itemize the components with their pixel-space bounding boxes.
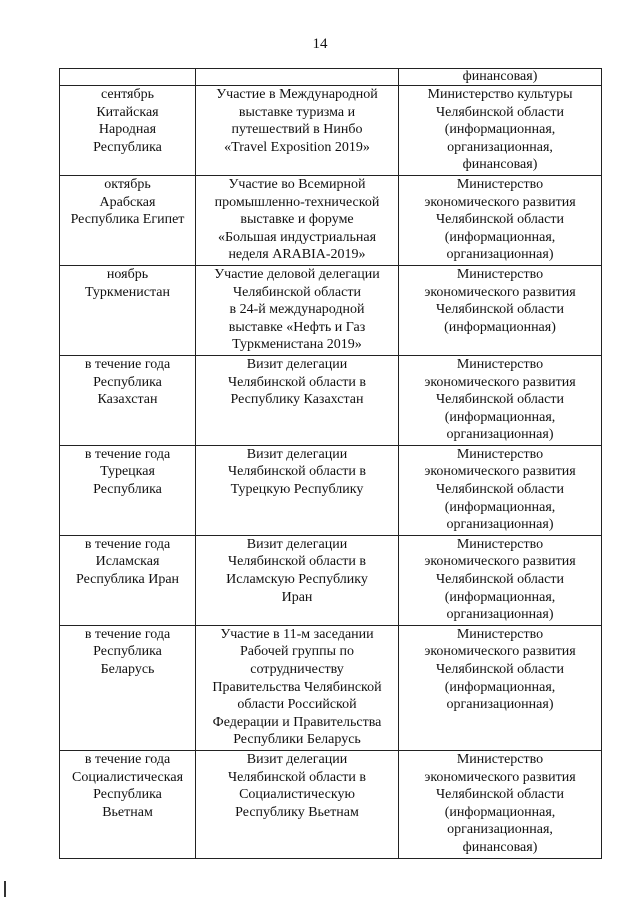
responsible-cell: Министерство экономического развития Челябинской области (информационная, организационная) — [399, 175, 602, 265]
period-cell: в течение года Республика Казахстан — [60, 355, 196, 445]
table-row — [60, 445, 602, 535]
event-cell — [196, 69, 399, 86]
responsible-cell: финансовая) — [399, 69, 602, 86]
table-row — [60, 86, 602, 176]
period-cell: в течение года Турецкая Республика — [60, 445, 196, 535]
responsible-cell: Министерство культуры Челябинской области (информационная, организационная, финансовая) — [399, 86, 602, 176]
responsible-cell: Министерство экономического развития Челябинской области (информационная, организационная) — [399, 625, 602, 750]
event-cell: Участие деловой делегации Челябинской области в 24-й международной выставке «Нефть и Газ Туркменистана 2019» — [196, 265, 399, 355]
event-cell: Визит делегации Челябинской области в Республику Казахстан — [196, 355, 399, 445]
table-row — [60, 175, 602, 265]
table-row — [60, 625, 602, 750]
period-cell: в течение года Исламская Республика Иран — [60, 535, 196, 625]
scan-margin-mark — [4, 881, 6, 897]
event-cell: Участие в Международной выставке туризма и путешествий в Нинбо «Travel Exposition 2019» — [196, 86, 399, 176]
page-number: 14 — [312, 36, 328, 52]
period-cell: октябрь Арабская Республика Египет — [60, 175, 196, 265]
event-cell: Визит делегации Челябинской области в Исламскую Республику Иран — [196, 535, 399, 625]
responsible-cell: Министерство экономического развития Челябинской области (информационная, организационная) — [399, 355, 602, 445]
table-row — [60, 265, 602, 355]
event-cell: Участие во Всемирной промышленно-технической выставке и форуме «Большая индустриальная неделя ARABIA-2019» — [196, 175, 399, 265]
table-row — [60, 750, 602, 858]
responsible-cell: Министерство экономического развития Челябинской области (информационная, организационная, финансовая) — [399, 750, 602, 858]
table-row — [60, 355, 602, 445]
period-cell — [60, 69, 196, 86]
table-row — [60, 69, 602, 86]
responsible-cell: Министерство экономического развития Челябинской области (информационная, организационная) — [399, 535, 602, 625]
responsible-cell: Министерство экономического развития Челябинской области (информационная) — [399, 265, 602, 355]
event-cell: Участие в 11-м заседании Рабочей группы по сотрудничеству Правительства Челябинской области Российской Федерации и Правительства Республики Беларусь — [196, 625, 399, 750]
event-cell: Визит делегации Челябинской области в Турецкую Республику — [196, 445, 399, 535]
period-cell: в течение года Социалистическая Республика Вьетнам — [60, 750, 196, 858]
event-cell: Визит делегации Челябинской области в Социалистическую Республику Вьетнам — [196, 750, 399, 858]
table-row — [60, 535, 602, 625]
events-table — [59, 68, 602, 859]
responsible-cell: Министерство экономического развития Челябинской области (информационная, организационная) — [399, 445, 602, 535]
period-cell: ноябрь Туркменистан — [60, 265, 196, 355]
period-cell: в течение года Республика Беларусь — [60, 625, 196, 750]
period-cell: сентябрь Китайская Народная Республика — [60, 86, 196, 176]
